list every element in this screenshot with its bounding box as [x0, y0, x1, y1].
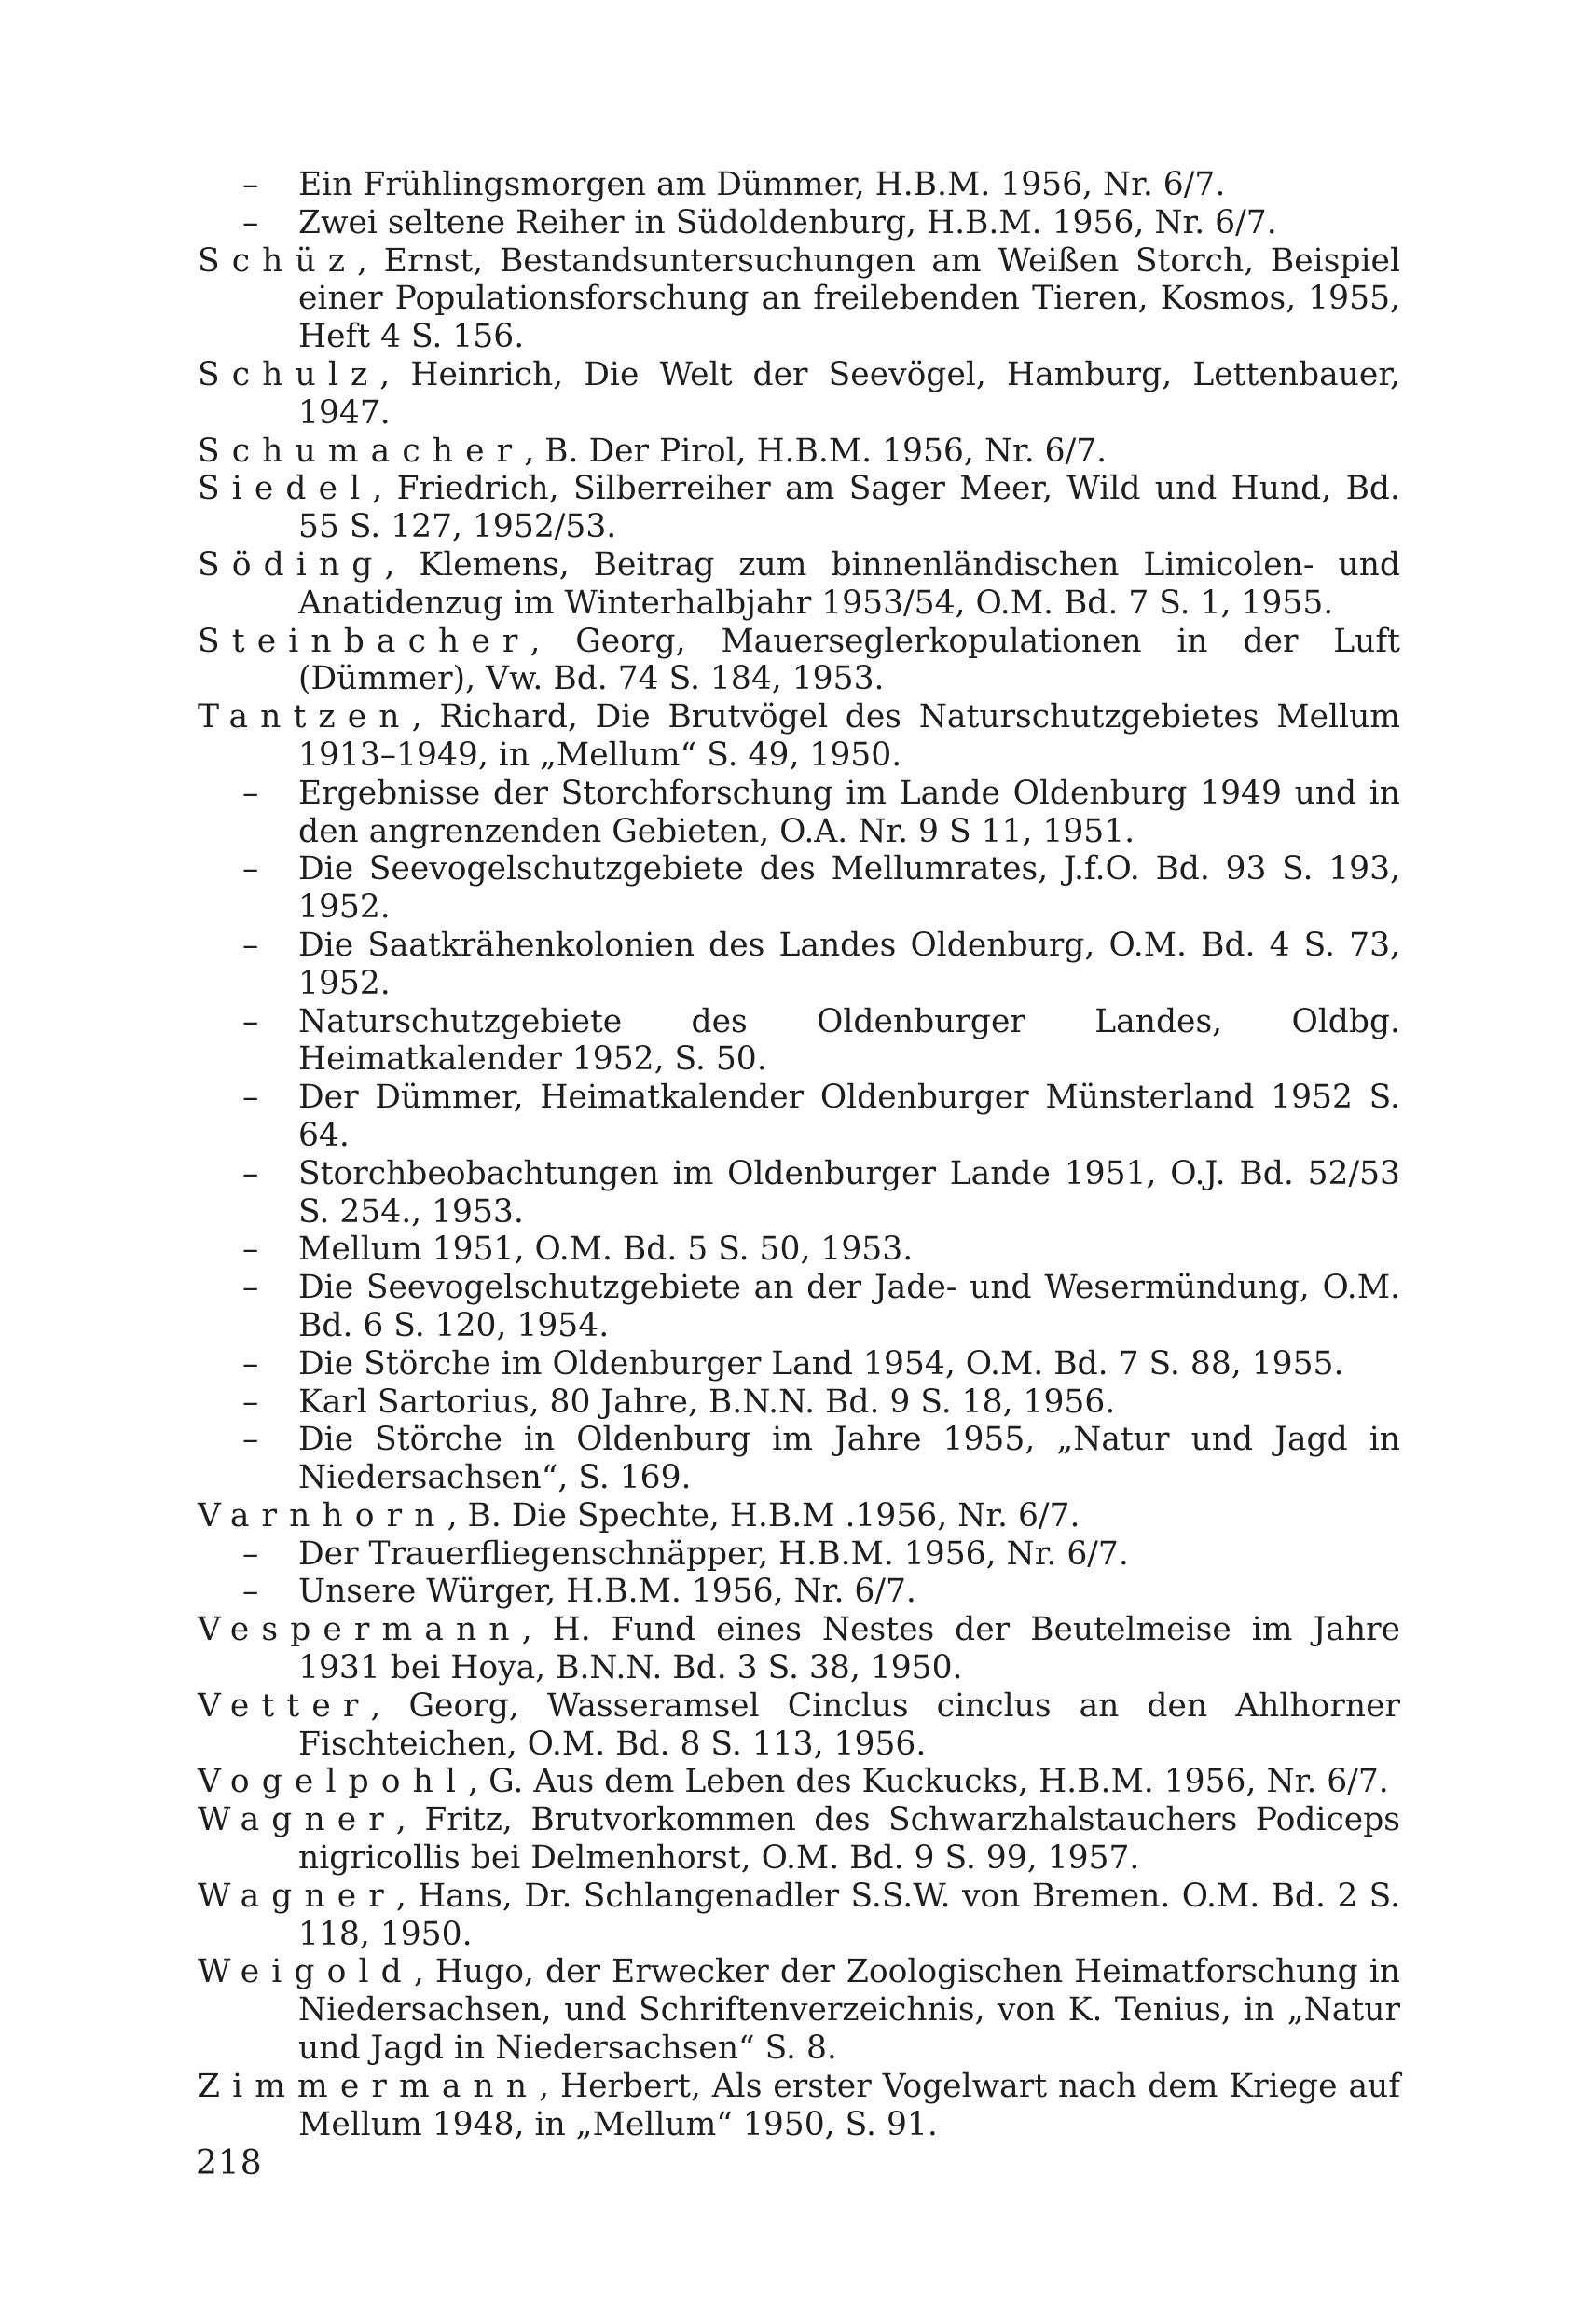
entry-text: Zwei seltene Reiher in Südoldenburg, H.B.M. 1956, Nr. 6/7.: [298, 203, 1277, 241]
continuation-dash: –: [242, 1573, 259, 1611]
entry-text: , Georg, Mauerseglerkopulationen in der Luft (Dümmer), Vw. Bd. 74 S. 184, 1953.: [298, 622, 1400, 698]
entry-text: Der Trauerfliegenschnäpper, H.B.M. 1956, Nr. 6/7.: [298, 1534, 1129, 1573]
bibliography-entry: [198, 698, 1400, 775]
bibliography-subentry: [198, 1535, 1400, 1574]
entry-text: Karl Sartorius, 80 Jahre, B.N.N. Bd. 9 S. 18, 1956.: [298, 1383, 1116, 1421]
bibliography-subentry: [198, 1383, 1400, 1422]
entry-text: , Ernst, Bestandsuntersuchungen am Weißen Storch, Beispiel einer Populationsforschung an freilebenden Tieren, Kosmos, 1955, Heft 4 S. 156.: [298, 241, 1400, 356]
bibliography-entry: [198, 1763, 1400, 1801]
bibliography-subentry: [198, 850, 1400, 927]
entry-text: Die Seevogelschutzgebiete des Mellumrates, J.f.O. Bd. 93 S. 193, 1952.: [298, 850, 1400, 927]
continuation-dash: –: [242, 1269, 259, 1307]
continuation-dash: –: [242, 1421, 259, 1459]
entry-text: , Herbert, Als erster Vogelwart nach dem Kriege auf Mellum 1948, in „Mellum“ 1950, S. 91.: [298, 2067, 1400, 2143]
page-number: 218: [196, 2144, 263, 2182]
entry-author: Zimmermann: [198, 2067, 540, 2105]
bibliography-subentry: [198, 1269, 1400, 1345]
entry-author: Schumacher: [198, 432, 525, 470]
entry-text: Storchbeobachtungen im Oldenburger Lande 1951, O.J. Bd. 52/53 S. 254., 1953.: [298, 1154, 1400, 1231]
entry-text: , B. Die Spechte, H.B.M .1956, Nr. 6/7.: [447, 1496, 1080, 1534]
bibliography-subentry: [198, 775, 1400, 851]
entry-author: Vespermann: [198, 1611, 522, 1649]
bibliography-entry: [198, 356, 1400, 433]
entry-author: Vogelpohl: [198, 1763, 469, 1801]
entry-author: Weigold: [198, 1953, 414, 1991]
bibliography-entry: [198, 1878, 1400, 1954]
bibliography-subentry: [198, 927, 1400, 1003]
bibliography-entry: [198, 433, 1400, 471]
bibliography-subentry: [198, 1079, 1400, 1155]
entry-text: , Klemens, Beitrag zum binnenländischen Limicolen- und Anatidenzug im Winterhalbjahr 1953/54, O.M. Bd. 7 S. 1, 1955.: [298, 545, 1400, 622]
continuation-dash: –: [242, 166, 259, 203]
entry-text: Ergebnisse der Storchforschung im Lande Oldenburg 1949 und in den angrenzenden Gebieten, O.A. Nr. 9 S 11, 1951.: [298, 774, 1400, 850]
continuation-dash: –: [242, 1231, 259, 1269]
bibliography-subentry: [198, 1421, 1400, 1497]
entry-text: Ein Frühlingsmorgen am Dümmer, H.B.M. 1956, Nr. 6/7.: [298, 166, 1226, 203]
entry-text: Naturschutzgebiete des Oldenburger Landes, Oldbg. Heimatkalender 1952, S. 50.: [298, 1002, 1400, 1079]
entry-text: Die Saatkrähenkolonien des Landes Oldenburg, O.M. Bd. 4 S. 73, 1952.: [298, 926, 1400, 1002]
entry-author: Schüz: [198, 241, 358, 280]
bibliography-entry: [198, 470, 1400, 546]
bibliography-entry: [198, 623, 1400, 699]
continuation-dash: –: [242, 1079, 259, 1117]
entry-author: Steinbacher: [198, 622, 530, 660]
entry-text: , Friedrich, Silberreiher am Sager Meer, Wild und Hund, Bd. 55 S. 127, 1952/53.: [298, 470, 1400, 546]
bibliography-entry: [198, 1801, 1400, 1878]
entry-text: , H. Fund eines Nestes der Beutelmeise im Jahre 1931 bei Hoya, B.N.N. Bd. 3 S. 38, 1950.: [298, 1611, 1400, 1687]
entry-text: , Richard, Die Brutvögel des Naturschutzgebietes Mellum 1913–1949, in „Mellum“ S. 49, 1950.: [298, 698, 1400, 774]
entry-author: Wagner: [198, 1877, 396, 1915]
bibliography-subentry: [198, 1573, 1400, 1611]
bibliography-entry: [198, 242, 1400, 356]
bibliography-entry: [198, 546, 1400, 623]
bibliography-entry: [198, 1497, 1400, 1535]
bibliography-entry: [198, 1611, 1400, 1687]
continuation-dash: –: [242, 1002, 259, 1040]
continuation-dash: –: [242, 1344, 259, 1383]
entry-text: , Heinrich, Die Welt der Seevögel, Hamburg, Lettenbauer, 1947.: [298, 355, 1400, 432]
bibliography-subentry: [198, 1231, 1400, 1269]
entry-text: , Hans, Dr. Schlangenadler S.S.W. von Bremen. O.M. Bd. 2 S. 118, 1950.: [298, 1877, 1400, 1953]
entry-author: Tantzen: [198, 698, 412, 736]
entry-text: Unsere Würger, H.B.M. 1956, Nr. 6/7.: [298, 1573, 916, 1611]
bibliography-entry: [198, 1953, 1400, 2067]
entry-author: Wagner: [198, 1801, 396, 1839]
entry-author: Vetter: [198, 1686, 371, 1725]
continuation-dash: –: [242, 774, 259, 812]
continuation-dash: –: [242, 1383, 259, 1421]
continuation-dash: –: [242, 1534, 259, 1573]
continuation-dash: –: [242, 850, 259, 888]
entry-text: , G. Aus dem Leben des Kuckucks, H.B.M. 1956, Nr. 6/7.: [468, 1763, 1389, 1801]
bibliography-subentry: [198, 1345, 1400, 1383]
entry-text: Die Störche im Oldenburger Land 1954, O.M. Bd. 7 S. 88, 1955.: [298, 1344, 1344, 1383]
entry-text: Die Störche in Oldenburg im Jahre 1955, „Natur und Jagd in Niedersachsen“, S. 169.: [298, 1421, 1400, 1497]
bibliography-subentry: [198, 1003, 1400, 1080]
entry-author: Söding: [198, 545, 385, 584]
entry-author: Varnhorn: [198, 1496, 447, 1534]
entry-text: Die Seevogelschutzgebiete an der Jade- und Wesermündung, O.M. Bd. 6 S. 120, 1954.: [298, 1269, 1400, 1344]
bibliography-entry: [198, 1687, 1400, 1764]
entry-text: , B. Der Pirol, H.B.M. 1956, Nr. 6/7.: [524, 432, 1108, 470]
entry-text: , Hugo, der Erwecker der Zoologischen Heimatforschung in Niedersachsen, und Schriftenverzeichnis, von K. Tenius, in „Natur und Jagd in Niedersachsen“ S. 8.: [298, 1953, 1400, 2068]
entry-text: Mellum 1951, O.M. Bd. 5 S. 50, 1953.: [298, 1231, 914, 1269]
entry-author: Siedel: [198, 470, 373, 508]
entry-text: , Georg, Wasseramsel Cinclus cinclus an den Ahlhorner Fischteichen, O.M. Bd. 8 S. 113, 1956.: [298, 1686, 1400, 1763]
bibliography-subentry: [198, 204, 1400, 242]
continuation-dash: –: [242, 1154, 259, 1192]
bibliography-subentry: [198, 166, 1400, 204]
bibliography-subentry: [198, 1155, 1400, 1232]
entry-text: Der Dümmer, Heimatkalender Oldenburger Münsterland 1952 S. 64.: [298, 1079, 1400, 1154]
bibliography-entry: [198, 2068, 1400, 2144]
continuation-dash: –: [242, 203, 259, 241]
entry-text: , Fritz, Brutvorkommen des Schwarzhalstauchers Podiceps nigricollis bei Delmenhorst, O.M. Bd. 9 S. 99, 1957.: [298, 1801, 1400, 1878]
continuation-dash: –: [242, 926, 259, 964]
bibliography-list: [198, 166, 1400, 2143]
entry-author: Schulz: [198, 355, 380, 393]
